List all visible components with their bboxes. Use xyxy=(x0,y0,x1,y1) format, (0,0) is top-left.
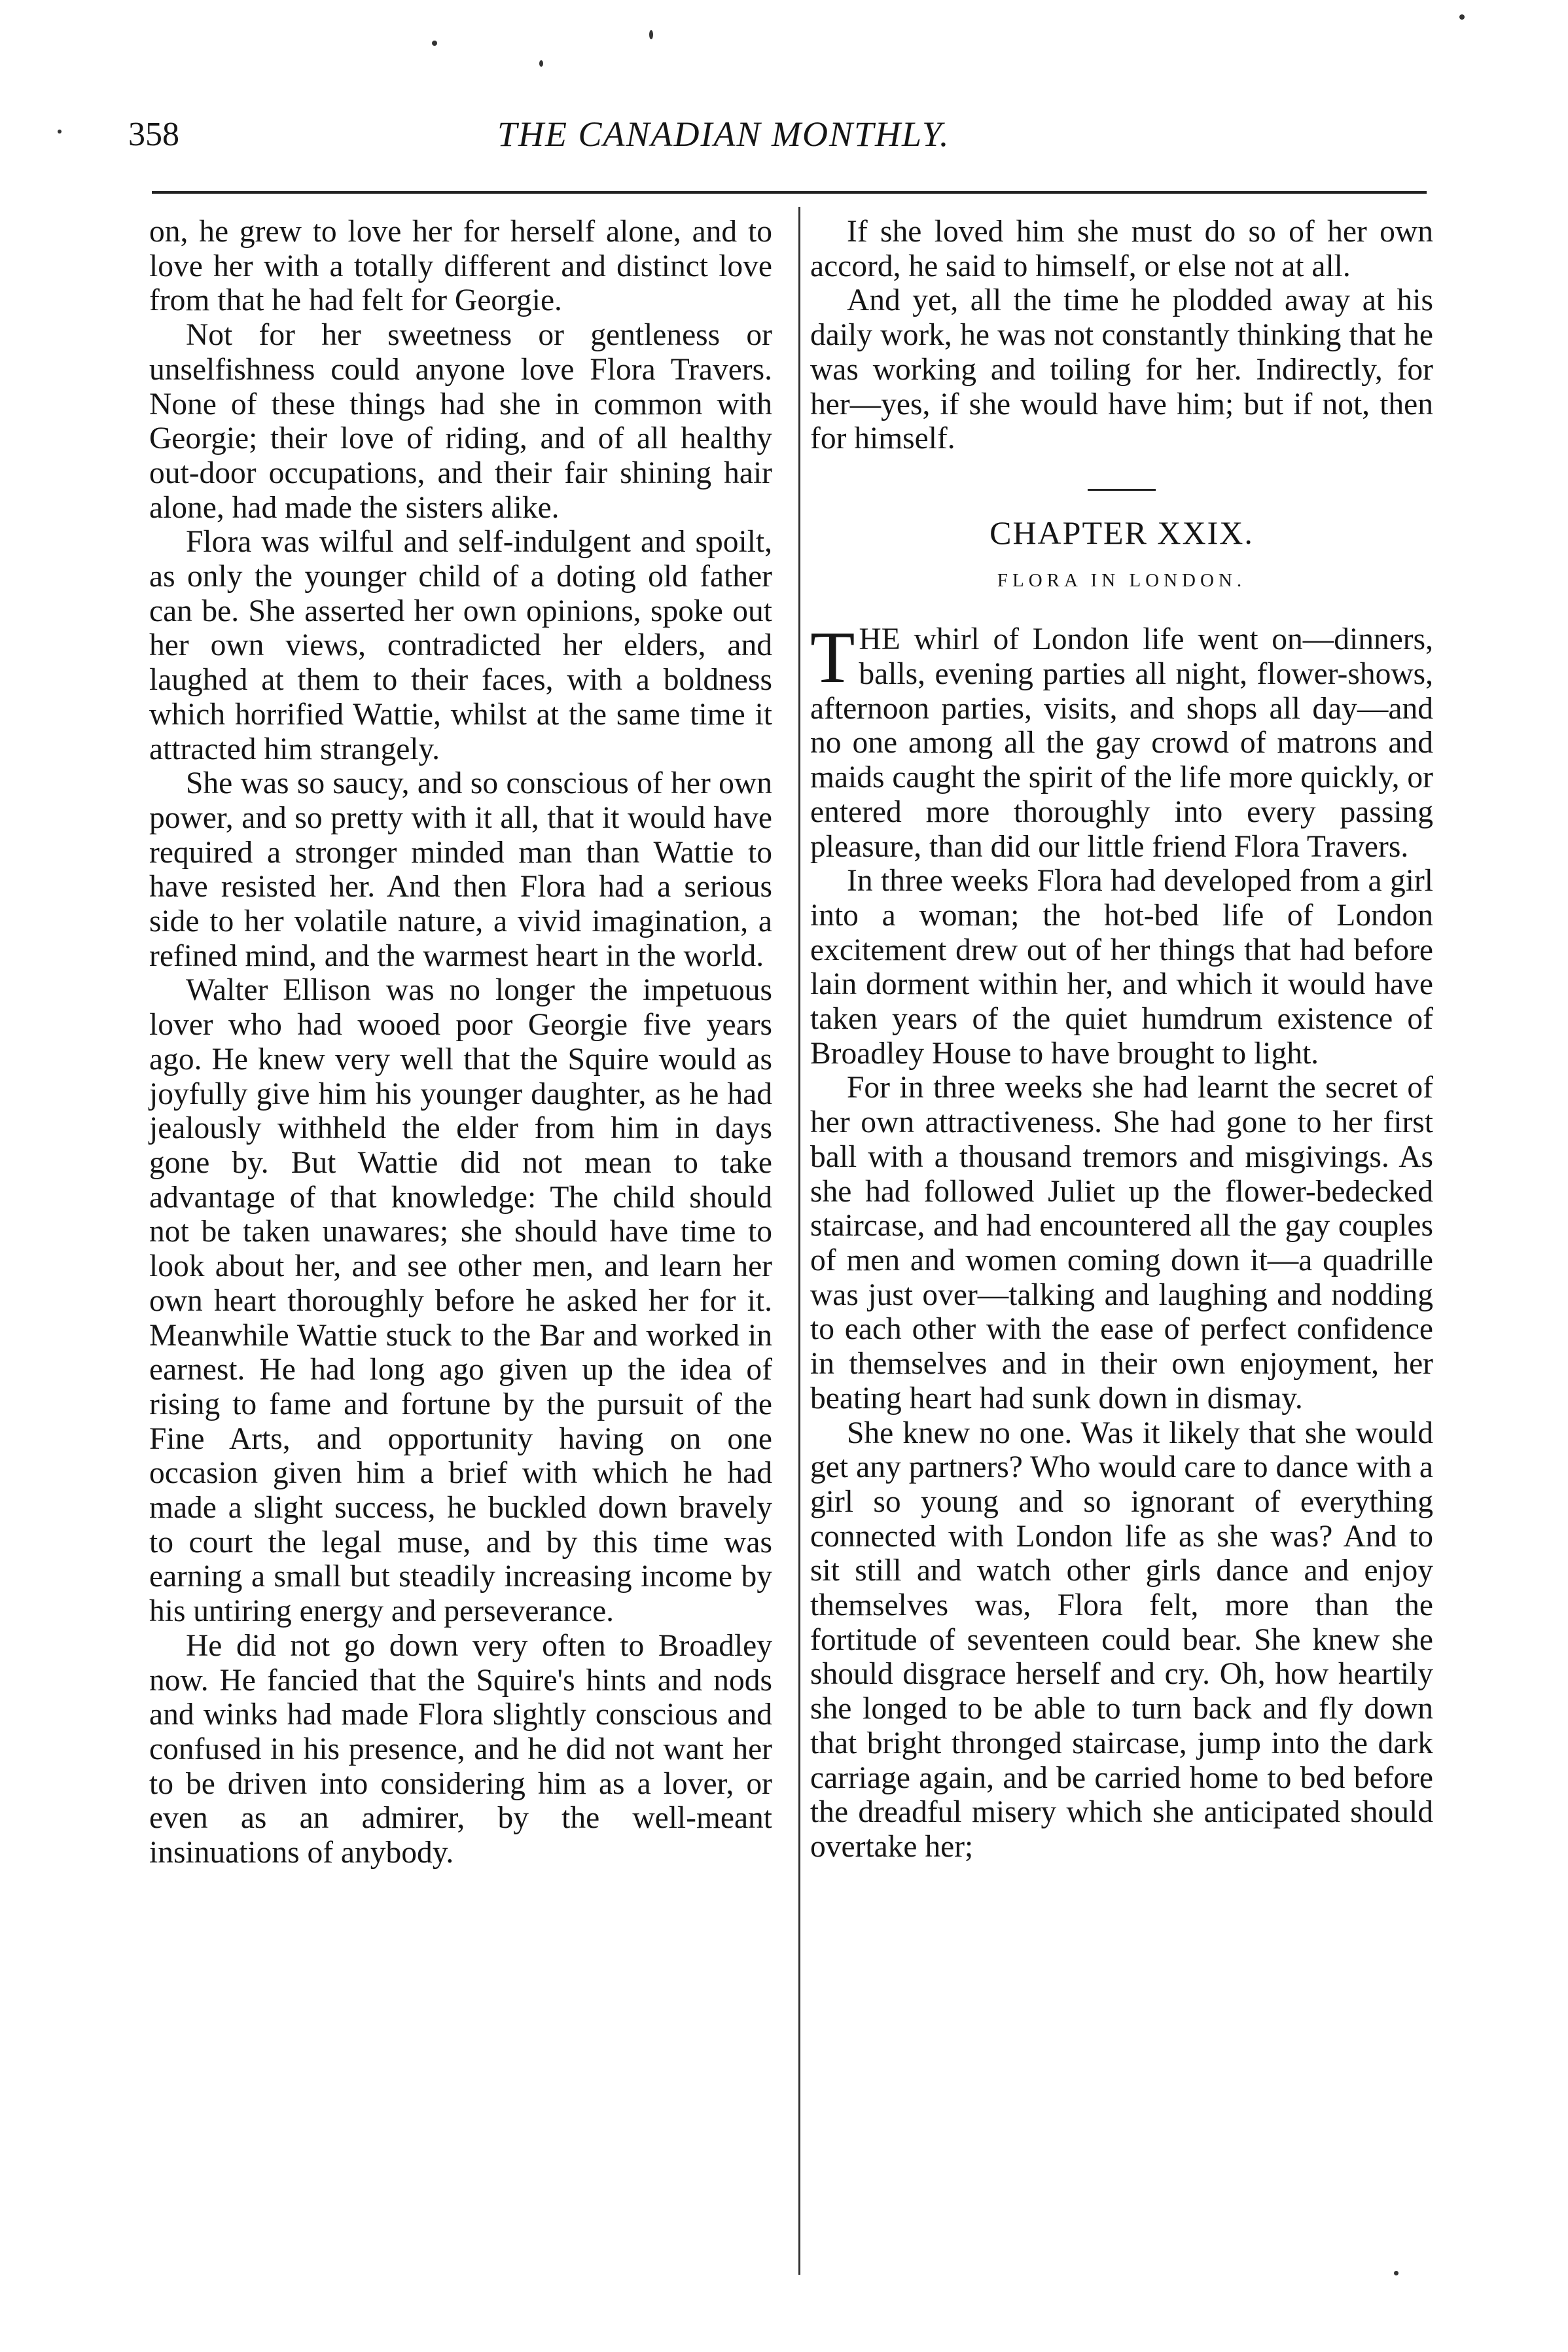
scan-speck xyxy=(1459,14,1465,20)
scan-speck xyxy=(649,30,653,39)
scan-speck xyxy=(58,130,62,134)
right-column xyxy=(810,215,1433,1864)
header-rule xyxy=(152,191,1427,194)
scan-speck xyxy=(432,41,437,46)
page-number: 358 xyxy=(128,116,179,153)
paragraph: on, he grew to love her for herself alone, and to love her with a totally different and distinct love from that he had felt for Georgie. xyxy=(149,215,772,318)
paragraph: For in three weeks she had learnt the secret of her own attractiveness. She had gone to her first ball with a thousand tremors and misgivings. As she had followed Juliet up the flower-bedecked staircase, and had encountered all the gay couples of men and women coming down it—a quadrille was just over—talking and laughing and nodding to each other with the ease of perfect confidence in themselves and in their own enjoyment, her beating heart had sunk down in dismay. xyxy=(810,1071,1433,1416)
paragraph: She knew no one. Was it likely that she would get any partners? Who would care to dance with a girl so young and so ignorant of everything connected with London life as she was? And to sit still and watch other girls dance and enjoy themselves was, Flora felt, more than the fortitude of seventeen could bear. She knew she should disgrace herself and cry. Oh, how heartily she longed to be able to turn back and fly down that bright thronged staircase, jump into the dark carriage again, and be carried home to bed before the dreadful misery which she anticipated should overtake her; xyxy=(810,1416,1433,1864)
paragraph: He did not go down very often to Broadley now. He fancied that the Squire's hints and nods and winks had made Flora slightly conscious and confused in his presence, and he did not want her to be driven into considering him as a lover, or even as an admirer, by the well-meant insinuations of anybody. xyxy=(149,1628,772,1870)
paragraph: Not for her sweetness or gentleness or unselfishness could anyone love Flora Travers. None of these things had she in common with Georgie; their love of riding, and of all healthy out-door occupations, and their fair shining hair alone, had made the sisters alike. xyxy=(149,318,772,525)
section-rule xyxy=(1088,489,1156,491)
drop-cap: T xyxy=(810,617,855,699)
left-column xyxy=(149,215,772,1870)
paragraph: And yet, all the time he plodded away at his daily work, he was not constantly thinking that he was working and toiling for her. Indirectly, for her—yes, if she would have him; but if not, then for himself. xyxy=(810,283,1433,456)
chapter-subtitle: FLORA IN LONDON. xyxy=(997,569,1247,591)
chapter-title: CHAPTER XXIX. xyxy=(989,514,1254,551)
paragraph: If she loved him she must do so of her own accord, he said to himself, or else not at all. xyxy=(810,215,1433,283)
paragraph: Flora was wilful and self-indulgent and spoilt, as only the younger child of a doting old father can be. She asserted her own opinions, spoke out her own views, contradicted her elders, and laughed at them to their faces, with a boldness which horrified Wattie, whilst at the same time it attracted him strangely. xyxy=(149,525,772,766)
paragraph: She was so saucy, and so conscious of her own power, and so pretty with it all, that it would have required a stronger minded man than Wattie to have resisted her. And then Flora had a serious side to her volatile nature, a vivid imagination, a refined mind, and the warmest heart in the world. xyxy=(149,766,772,973)
scan-speck xyxy=(539,60,543,67)
opening-text: HE whirl of London life went on—dinners, balls, evening parties all night, flower-shows, afternoon parties, visits, and shops all day—and no one among all the gay crowd of matrons and maids caught the spirit of the life more quickly, or entered more thoroughly into every passing pleasure, than did our little friend Flora Travers. xyxy=(810,622,1433,864)
chapter-opening-paragraph xyxy=(810,617,1433,864)
scan-speck xyxy=(1394,2271,1399,2275)
paragraph: Walter Ellison was no longer the impetuous lover who had wooed poor Georgie five years ago. He knew very well that the Squire would as joyfully give him his younger daughter, as he had jealously withheld the elder from him in days gone by. But Wattie did not mean to take advantage of that knowledge: The child should not be taken unawares; she should have time to look about her, and see other men, and learn her own heart thoroughly before he asked her for it. Meanwhile Wattie stuck to the Bar and worked in earnest. He had long ago given up the idea of rising to fame and fortune by the pursuit of the Fine Arts, and opportunity having on one occasion given him a brief with which he had made a slight success, he buckled down bravely to court the legal muse, and by this time was earning a small but steadily increasing income by his untiring energy and perseverance. xyxy=(149,973,772,1629)
running-title: THE CANADIAN MONTHLY. xyxy=(497,115,950,154)
paragraph: In three weeks Flora had developed from a girl into a woman; the hot-bed life of London excitement drew out of her things that had before lain dorment within her, and which it would have taken years of the quiet humdrum existence of Broadley House to have brought to light. xyxy=(810,864,1433,1071)
column-divider xyxy=(798,207,800,2275)
